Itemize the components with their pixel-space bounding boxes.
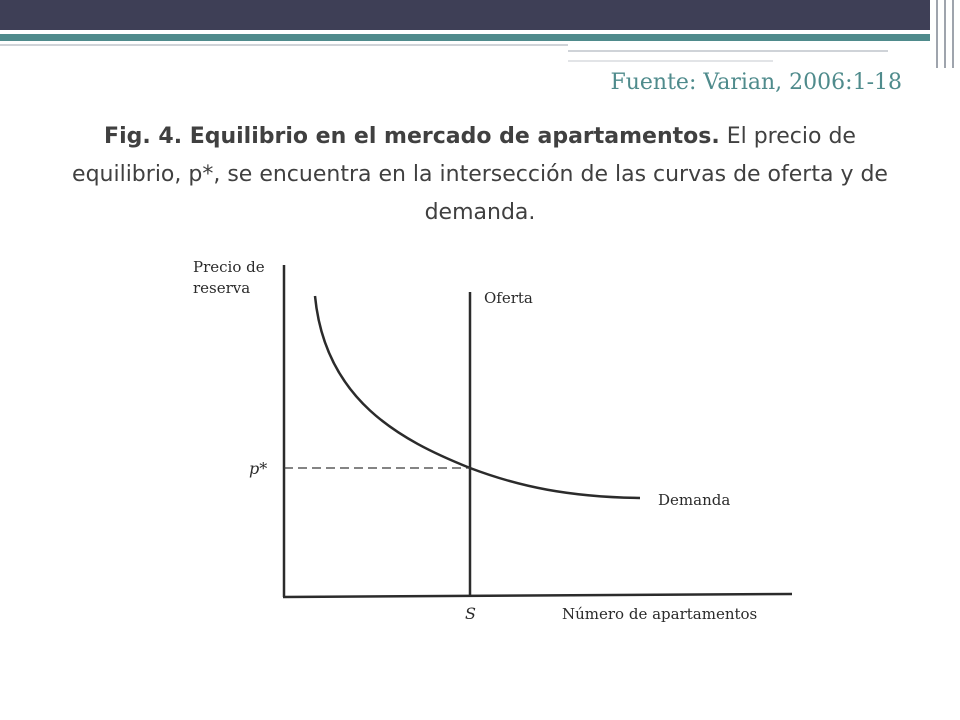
y-axis-label-line1: Precio de bbox=[193, 258, 265, 276]
equilibrium-price-label: p* bbox=[249, 459, 268, 478]
x-axis bbox=[283, 594, 792, 597]
supply-label: Oferta bbox=[484, 289, 533, 307]
demand-curve bbox=[315, 296, 640, 498]
source-citation: Fuente: Varian, 2006:1-18 bbox=[610, 70, 902, 95]
x-axis-label: Número de apartamentos bbox=[562, 605, 758, 623]
figure-caption-text: El precio de equilibrio, p*, se encuentra en la intersección de las curvas de oferta y de demanda. bbox=[72, 124, 888, 225]
equilibrium-quantity-label: S bbox=[465, 604, 476, 623]
figure-caption-title: Fig. 4. Equilibrio en el mercado de apartamentos. bbox=[104, 124, 720, 149]
demand-label: Demanda bbox=[658, 491, 731, 509]
y-axis-label-line2: reserva bbox=[193, 279, 251, 297]
